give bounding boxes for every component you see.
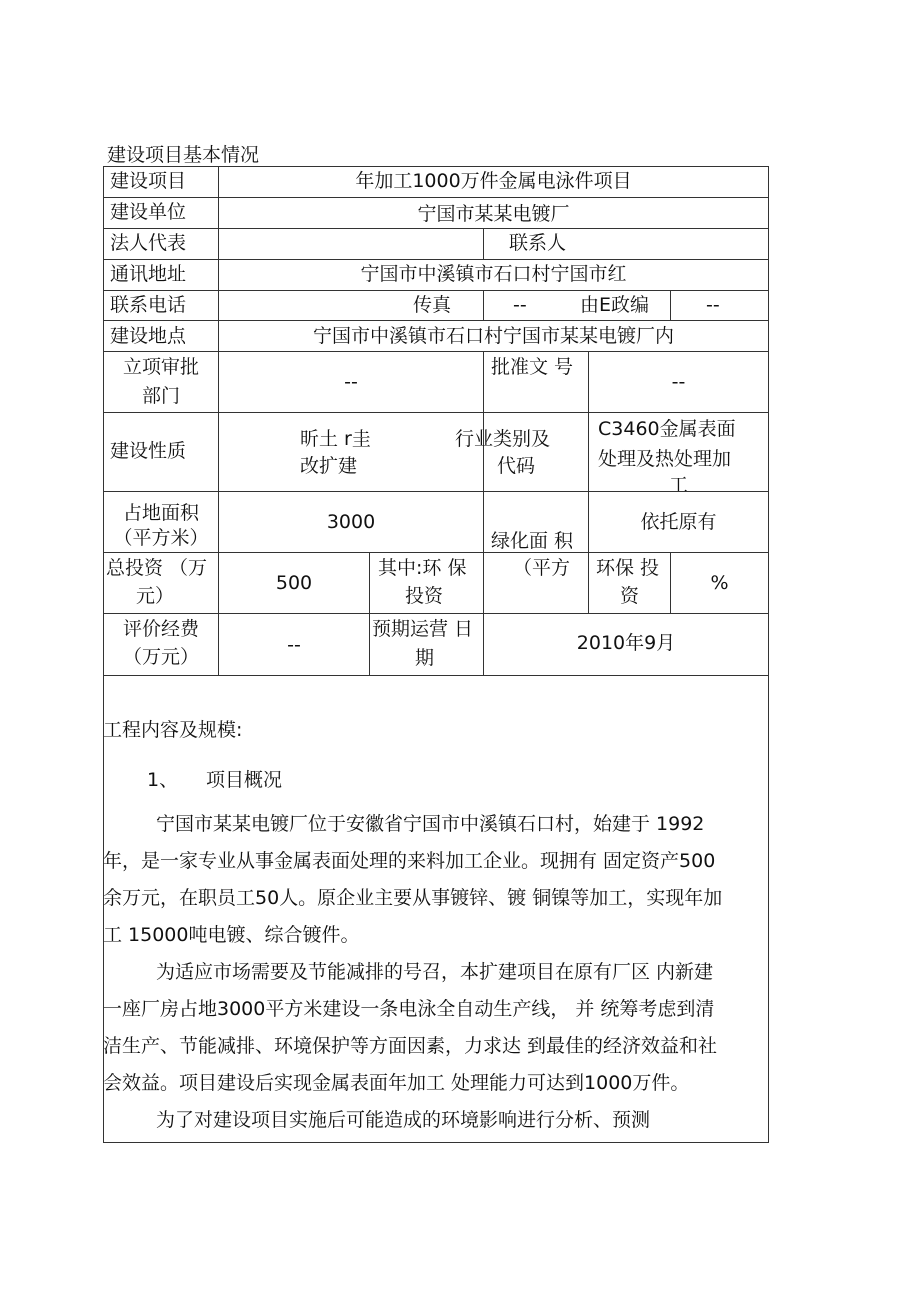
content-heading: 工程内容及规模: [103, 719, 243, 741]
label-legal-rep: 法人代表 [110, 232, 187, 254]
label-eval-fee-l2: （万元） [122, 646, 199, 668]
label-builder: 建设单位 [110, 201, 187, 223]
value-area: 3000 [326, 511, 376, 533]
document-title: 建设项目基本情况 [107, 144, 260, 166]
label-env-ratio-l1: 环保 投 [596, 557, 660, 579]
label-investment-l1: 总投资 （万 [106, 557, 208, 579]
paragraph-line: 工 15000吨电镀、综合镀件。 [103, 924, 360, 946]
label-postcode: 由E政编 [580, 294, 650, 316]
label-operation-date-l1: 预期运营 日 [372, 618, 474, 640]
section1-number: 1、 [147, 769, 179, 791]
value-operation-date: 2010年9月 [576, 632, 676, 654]
label-fax: 传真 [413, 294, 452, 316]
label-nature: 建设性质 [110, 440, 187, 462]
value-nature-l1: 昕土 r圭 [300, 428, 371, 450]
label-approval-number: 批准文 号 [491, 356, 574, 378]
value-address: 宁国市中溪镇市石口村宁国市红 [360, 263, 627, 285]
value-approval-number: -- [671, 371, 686, 393]
label-env-investment-l2: 投资 [405, 585, 444, 607]
label-approval-dept-l2: 部门 [141, 385, 180, 407]
paragraph-line: 余万元，在职员工50人。原企业主要从事镀锌、镀 铜镍等加工，实现年加 [103, 887, 723, 909]
label-area-l1: 占地面积 [122, 502, 199, 524]
paragraph-line: 洁生产、节能减排、环境保护等方面因素，力求达 到最佳的经济效益和社 [103, 1035, 718, 1057]
label-contact: 联系人 [509, 232, 567, 254]
label-project-name: 建设项目 [110, 170, 187, 192]
label-address: 通讯地址 [110, 263, 187, 285]
value-env-unit: （平方 [513, 557, 571, 579]
value-industry-l3: 工 [669, 474, 689, 491]
value-investment: 500 [275, 572, 313, 594]
label-env-ratio-l2: 资 [620, 585, 640, 607]
label-operation-date-l2: 期 [415, 647, 435, 669]
value-postcode: -- [706, 294, 720, 316]
value-green-area: 依托原有 [640, 511, 717, 533]
value-location: 宁国市中溪镇市石口村宁国市某某电镀厂内 [312, 325, 674, 347]
value-eval-fee: -- [287, 634, 301, 656]
label-area-l2: （平方米） [113, 527, 209, 549]
paragraph-line: 会效益。项目建设后实现金属表面年加工 处理能力可达到1000万件。 [103, 1072, 690, 1094]
section1-title: 项目概况 [206, 769, 283, 791]
paragraph-line: 为适应市场需要及节能减排的号召，本扩建项目在原有厂区 内新建 [156, 961, 714, 983]
label-green-area: 绿化面 积 [491, 530, 574, 552]
value-nature-l2: 改扩建 [300, 455, 358, 477]
value-env-ratio: % [710, 572, 729, 594]
label-phone: 联系电话 [110, 294, 187, 316]
value-fax: -- [513, 294, 527, 316]
value-approval-dept: -- [344, 371, 358, 393]
value-industry-l2: 处理及热处理加 [598, 448, 732, 470]
value-builder: 宁国市某某电镀厂 [417, 203, 570, 225]
label-env-investment-l1: 其中:环 保 [378, 557, 467, 579]
paragraph-line: 为了对建设项目实施后可能造成的环境影响进行分析、预测 [156, 1109, 651, 1131]
value-project-name: 年加工1000万件金属电泳件项目 [355, 170, 632, 192]
paragraph-line: 一座厂房占地3000平方米建设一条电泳全自动生产线， 并 统筹考虑到清 [103, 998, 715, 1020]
paragraph-line: 宁国市某某电镀厂位于安徽省宁国市中溪镇石口村，始建于 1992 [156, 813, 705, 835]
value-industry-l1: C3460金属表面 [598, 418, 736, 440]
label-industry-l1: 行业类别及 [455, 428, 551, 450]
label-eval-fee-l1: 评价经费 [122, 618, 199, 640]
label-investment-l2: 元） [136, 585, 175, 607]
label-location: 建设地点 [110, 325, 187, 347]
label-industry-l2: 代码 [497, 455, 536, 477]
label-approval-dept-l1: 立项审批 [122, 356, 199, 378]
paragraph-line: 年，是一家专业从事金属表面处理的来料加工企业。现拥有 固定资产500 [103, 850, 716, 872]
